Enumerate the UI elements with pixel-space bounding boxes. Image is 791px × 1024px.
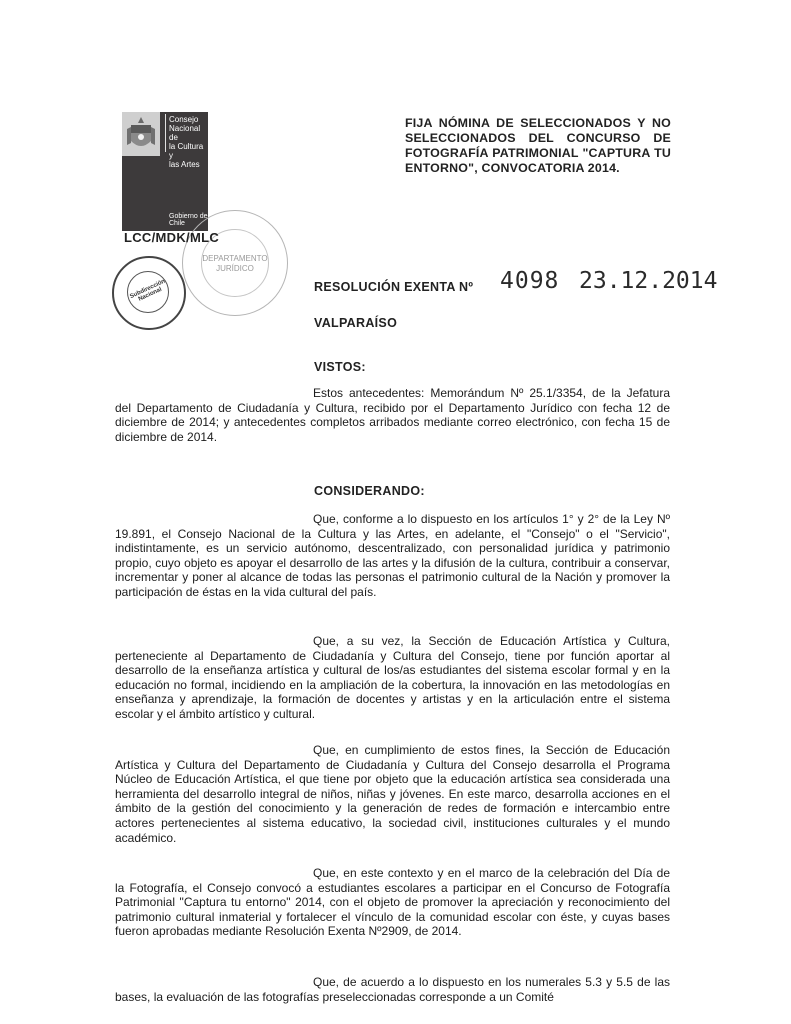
considerando-text-3: Que, en cumplimiento de estos fines, la Sección de Educación Artística y Cultura del Departamento de Ciudadanía y Cultura del Consejo desarrolla el Programa Núcleo de Educación Artística, el que tiene por objeto que la educación artística sea considerada una herramienta del desarrollo integral de niños, niñas y jóvenes. En este marco, desarrolla acciones en el ámbito de la gestión del conocimiento y la generación de redes de formación e intercambio entre actores pertenecientes al sistema educativo, la sociedad civil, instituciones culturales y el mundo académico. [115,743,670,845]
subdireccion-stamp [112,256,186,330]
considerando-paragraph-2 [115,634,670,722]
cnca-logo [122,112,208,231]
juridico-stamp-line-2: JURÍDICO [216,264,254,273]
coat-of-arms-panel [122,112,160,156]
reference-initials: LCC/MDK/MLC [124,230,220,245]
vistos-heading: VISTOS: [314,360,366,374]
logo-line-4: las Artes [169,160,200,169]
considerando-paragraph-1 [115,512,670,600]
resolution-label: RESOLUCIÓN EXENTA Nº [314,280,474,294]
city: VALPARAÍSO [314,316,398,330]
vistos-text: Estos antecedentes: Memorándum Nº 25.1/3354, de la Jefatura del Departamento de Ciudadanía y Cultura, recibido por el Departamento Jurídico con fecha 12 de diciembre de 2014; y antecedentes completos arribados mediante correo electrónico, con fecha 15 de diciembre de 2014. [115,386,670,444]
considerando-text-4: Que, en este contexto y en el marco de la celebración del Día de la Fotografía, el Consejo convocó a estudiantes escolares a participar en el Concurso de Fotografía Patrimonial "Captura tu entorno" 2014, con el objeto de promover la apreciación y reconocimiento del patrimonio cultural inmaterial y fortalecer el vínculo de la comunidad escolar con éste, y cuyas bases fueron aprobadas mediante Resolución Exenta Nº2909, de 2014. [115,866,670,939]
considerando-text-5: Que, de acuerdo a lo dispuesto en los numerales 5.3 y 5.5 de las bases, la evaluación de las fotografías preseleccionadas corresponde a un Comité [115,975,670,1004]
subdireccion-stamp-text: Subdirección Nacional [129,278,167,303]
resolution-date: 23.12.2014 [579,268,718,294]
vistos-paragraph [115,386,670,444]
coat-of-arms-icon [127,115,155,153]
considerando-paragraph-5 [115,975,670,1004]
logo-wordmark [169,115,208,169]
considerando-heading: CONSIDERANDO: [314,484,425,498]
considerando-text-2: Que, a su vez, la Sección de Educación Artística y Cultura, perteneciente al Departamento de Ciudadanía y Cultura del Consejo, tiene por función aportar al desarrollo de la enseñanza artística y cultural de los/as estudiantes del sistema escolar formal y en la educación no formal, incidiendo en la ampliación de la cobertura, la innovación en las metodologías en enseñanza y aprendizaje, la formación de docentes y artistas y en la articulación entre el sistema escolar y el ámbito artístico y cultural. [115,634,670,721]
logo-line-3: la Cultura y [169,142,204,160]
juridico-stamp-line-1: DEPARTAMENTO [202,254,268,263]
logo-government: Gobierno de Chile [169,213,208,227]
logo-divider [165,114,166,152]
logo-line-1: Consejo [169,115,199,124]
considerando-paragraph-4 [115,866,670,939]
juridico-stamp-text [197,254,273,274]
considerando-text-1: Que, conforme a lo dispuesto en los artículos 1° y 2° de la Ley Nº 19.891, el Consejo Nacional de la Cultura y las Artes, en adelante, el "Consejo" o el "Servicio", indistintamente, es un servicio autónomo, descentralizado, con personalidad jurídica y patrimonio propio, cuyo objeto es apoyar el desarrollo de las artes y la difusión de la cultura, contribuir a conservar, incrementar y poner al alcance de todas las personas el patrimonio cultural de la Nación y promover la participación de éstas en la vida cultural del país. [115,512,670,599]
juridico-stamp [182,210,288,316]
resolution-number: 4098 [500,268,560,294]
considerando-paragraph-3 [115,743,670,845]
document-title: FIJA NÓMINA DE SELECCIONADOS Y NO SELECCIONADOS DEL CONCURSO DE FOTOGRAFÍA PATRIMONIAL "CAPTURA TU ENTORNO", CONVOCATORIA 2014. [405,116,671,175]
logo-line-2: Nacional de [169,124,201,142]
